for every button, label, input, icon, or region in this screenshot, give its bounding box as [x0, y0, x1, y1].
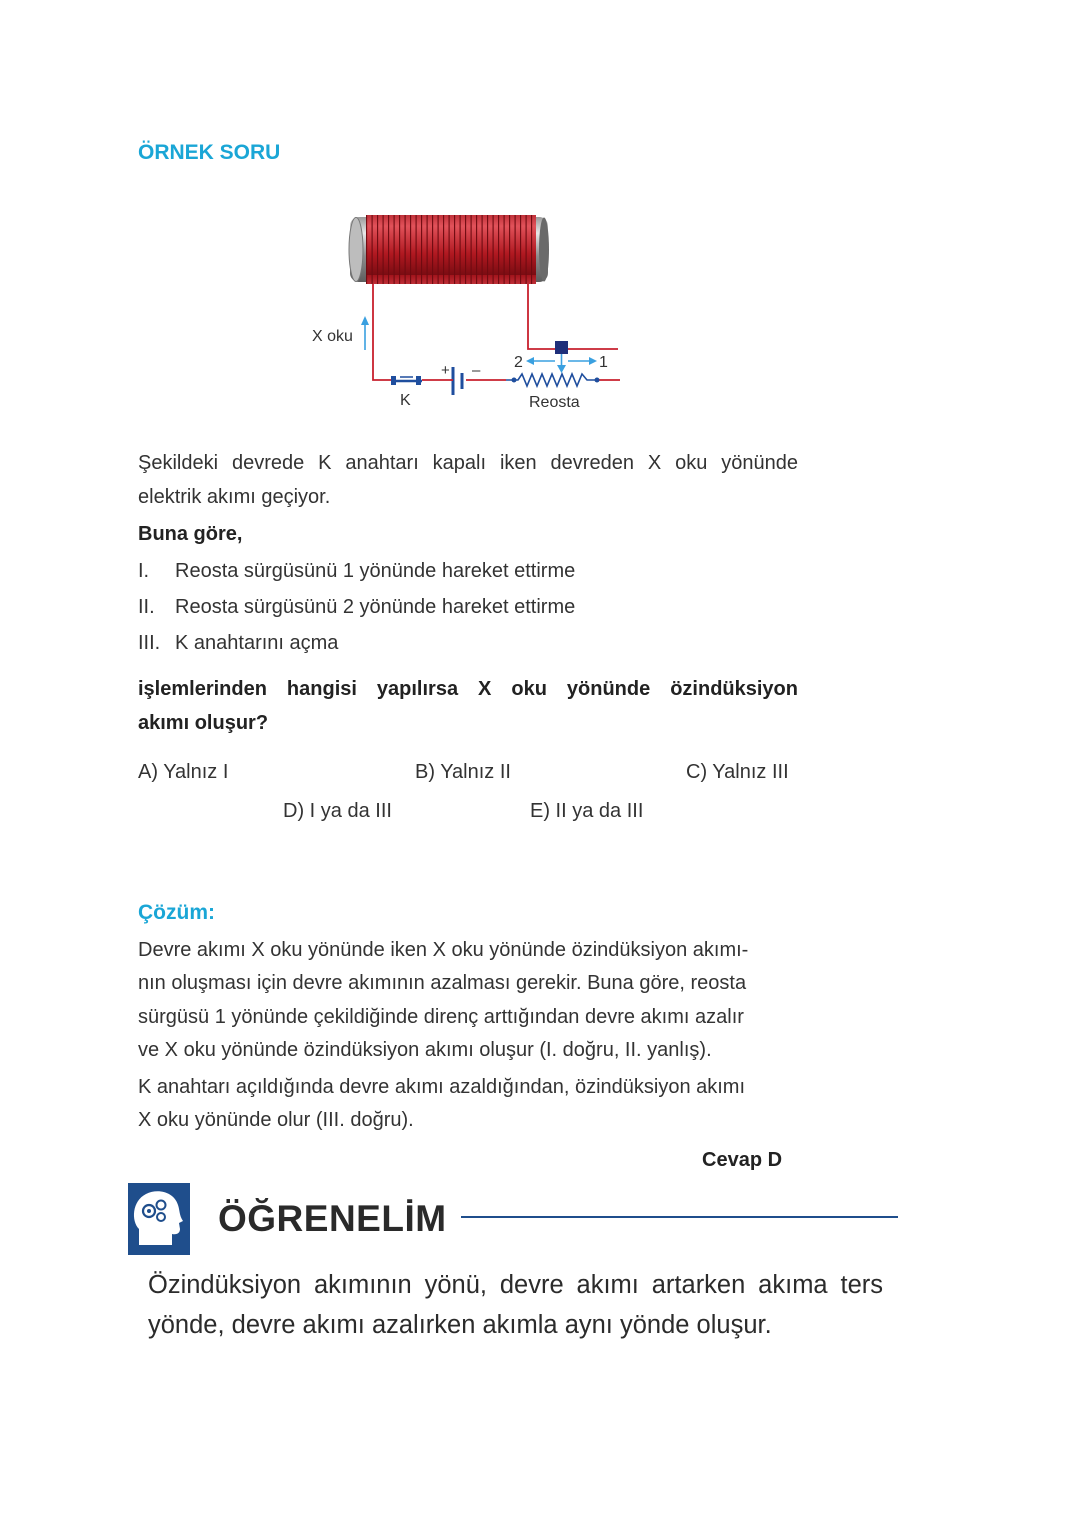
option-e: E) II ya da III [530, 800, 644, 822]
solenoid [349, 215, 549, 284]
item-1-num: I. [138, 560, 150, 582]
learn-line2: yönde, devre akımı azalırken akımla aynı yönde oluşur. [148, 1311, 772, 1339]
question-stem-line2: elektrik akımı geçiyor. [138, 486, 331, 508]
example-title: ÖRNEK SORU [138, 141, 281, 164]
x-arrow-label: X oku [312, 328, 353, 345]
item-3-text: K anahtarını açma [175, 632, 339, 654]
switch-k [391, 376, 422, 385]
slider-dir-2: 2 [514, 354, 523, 371]
solution-title: Çözüm: [138, 901, 215, 924]
learn-divider [461, 1216, 898, 1218]
item-2-text: Reosta sürgüsünü 2 yönünde hareket ettirme [175, 596, 576, 618]
switch-label: K [400, 392, 411, 409]
question-stem-line1: Şekildeki devrede K anahtarı kapalı iken devreden X oku yönünde [138, 452, 798, 474]
option-b: B) Yalnız II [415, 761, 511, 783]
battery-minus: – [472, 362, 481, 379]
solution-line-4: ve X oku yönünde özindüksiyon akımı oluşur (I. doğru, II. yanlış). [138, 1039, 712, 1061]
question-line2: akımı oluşur? [138, 712, 269, 734]
answer: Cevap D [702, 1149, 783, 1171]
slider-dir-1: 1 [599, 354, 608, 371]
option-d: D) I ya da III [283, 800, 392, 822]
learn-line1: Özindüksiyon akımının yönü, devre akımı artarken akıma ters [148, 1271, 883, 1299]
solution-line-1: Devre akımı X oku yönünde iken X oku yönünde özindüksiyon akımı- [138, 939, 749, 961]
solution-line-2: nın oluşması için devre akımının azalması gerekir. Buna göre, reosta [138, 972, 747, 994]
learn-title: ÖĞRENELİM [218, 1198, 447, 1239]
rheostat-label: Reosta [529, 394, 580, 411]
solution-line-6: X oku yönünde olur (III. doğru). [138, 1109, 414, 1131]
question-line1: işlemlerinden hangisi yapılırsa X oku yönünde özindüksiyon [138, 678, 798, 700]
item-2-num: II. [138, 596, 155, 618]
circuit-figure [300, 205, 640, 420]
solution-line-3: sürgüsü 1 yönünde çekildiğinde direnç arttığından devre akımı azalır [138, 1006, 744, 1028]
battery [450, 367, 462, 395]
solution-line-5: K anahtarı açıldığında devre akımı azaldığından, özindüksiyon akımı [138, 1076, 746, 1098]
battery-plus: + [441, 362, 450, 379]
item-3-num: III. [138, 632, 161, 654]
rheostat-slider [526, 341, 597, 373]
circuit-wires [373, 284, 620, 380]
option-c: C) Yalnız III [686, 761, 789, 783]
x-arrow [361, 316, 369, 350]
option-a: A) Yalnız I [138, 761, 229, 783]
item-1-text: Reosta sürgüsünü 1 yönünde hareket ettirme [175, 560, 576, 582]
rheostat [506, 374, 600, 386]
question-lead: Buna göre, [138, 523, 243, 545]
brain-head-icon [128, 1183, 190, 1255]
